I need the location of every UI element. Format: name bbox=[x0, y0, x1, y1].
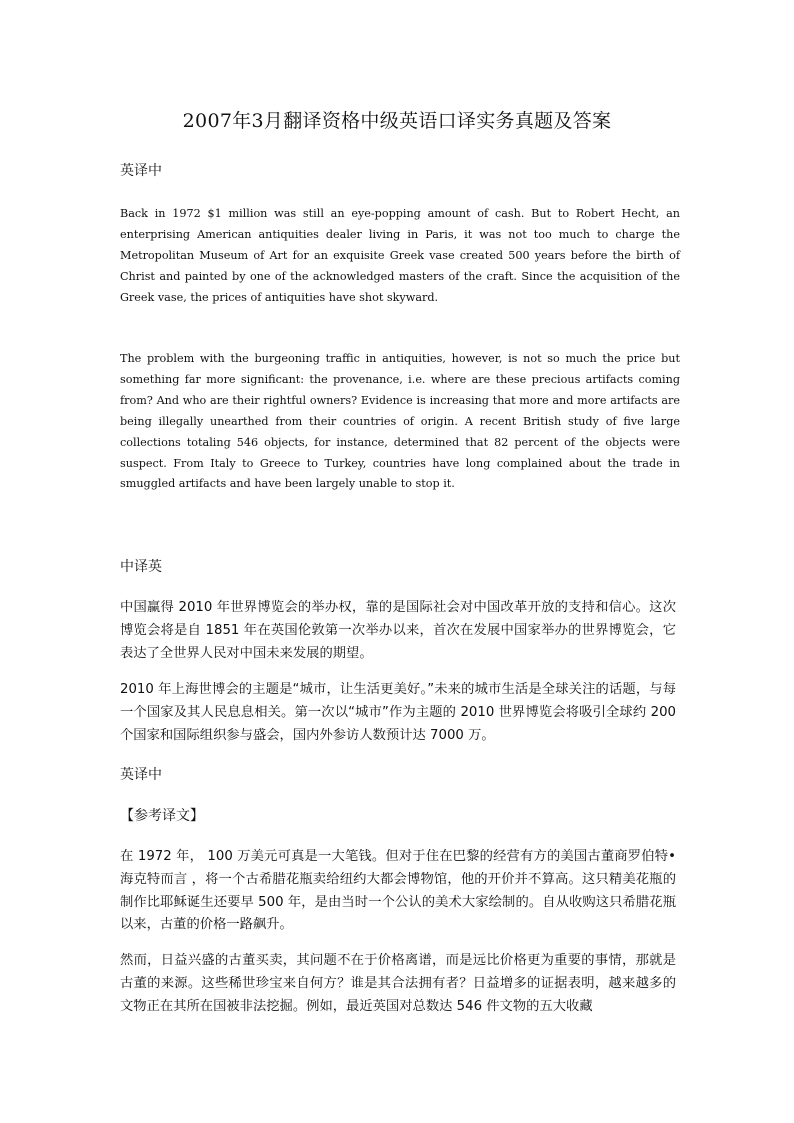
english-paragraph-1: Back in 1972 $1 million was still an eye-popping amount of cash. But to Robert Hecht, an enterprising American antiquities dealer living in Paris, it was not too much to charge the Metropolitan Museum of Art for an exquisite Greek vase created 500 years before the birth of Christ and painted by one of the acknowledged masters of the craft. Since the acquisition of the Greek vase, the prices of antiquities have shot skyward. bbox=[120, 207, 680, 304]
chinese-paragraph-1: 中国赢得 2010 年世界博览会的举办权，靠的是国际社会对中国改革开放的支持和信心。这次博览会将是自 1851 年在英国伦敦第一次举办以来，首次在发展中国家举办的世界博览会，它表达了全世界人民对中国未来发展的期望。 bbox=[120, 600, 676, 661]
reference-translation-label: 【参考译文】 bbox=[120, 808, 204, 824]
answer-paragraph-1: 在 1972 年， 100 万美元可真是一大笔钱。但对于住在巴黎的经营有方的美国古董商罗伯特•海克特而言 ，将一个古希腊花瓶卖给纽约大都会博物馆，他的开价并不算高。这只精美花瓶的制作比耶稣诞生还要早 500 年，是由当时一个公认的美术大家绘制的。自从收购这只希腊花瓶以来，古董的价格一路飙升。 bbox=[120, 849, 676, 933]
section-heading-zh-to-en: 中译英 bbox=[120, 559, 162, 575]
chinese-paragraph-2: 2010 年上海世博会的主题是“城市，让生活更美好。”未来的城市生活是全球关注的话题，与每一个国家及其人民息息相关。第一次以“城市”作为主题的 2010 世界博览会将吸引全球约 200 个国家和国际组织参与盛会，国内外参访人数预计达 7000 万。 bbox=[120, 682, 676, 743]
answer-paragraph-2: 然而，日益兴盛的古董买卖，其问题不在于价格离谱，而是远比价格更为重要的事情，那就是古董的来源。这些稀世珍宝来自何方？谁是其合法拥有者？日益增多的证据表明，越来越多的文物正在其所在国被非法挖掘。例如，最近英国对总数达 546 件文物的五大收藏 bbox=[120, 953, 676, 1014]
section-heading-answer: 英译中 bbox=[120, 767, 162, 783]
document-title: 2007年3月翻译资格中级英语口译实务真题及答案 bbox=[182, 110, 612, 132]
section-heading-en-to-zh: 英译中 bbox=[120, 163, 162, 179]
english-paragraph-2: The problem with the burgeoning traffic in antiquities, however, is not so much the price but something far more significant: the provenance, i.e. where are these precious artifacts coming from? And who are their rightful owners? Evidence is increasing that more and more artifacts are being illegally unearthed from their countries of origin. A recent British study of five large collections totaling 546 objects, for instance, determined that 82 percent of the objects were suspect. From Italy to Greece to Turkey, countries have long complained about the trade in smuggled artifacts and have been largely unable to stop it. bbox=[120, 352, 680, 491]
